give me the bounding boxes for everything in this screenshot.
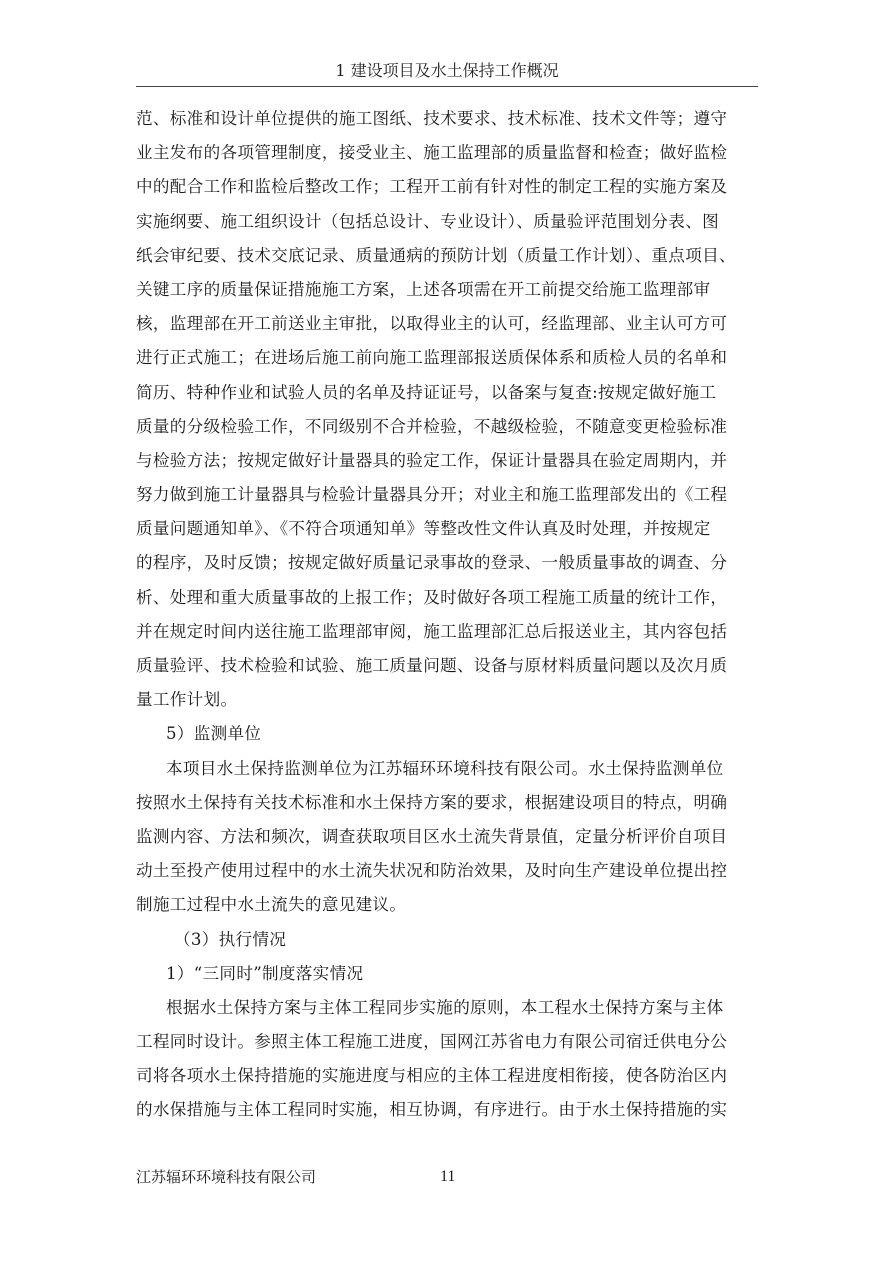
monitor-paragraph-line: 动土至投产使用过程中的水土流失状况和防治效果，及时向生产建设单位提出控	[136, 861, 728, 881]
header-rule	[136, 86, 758, 87]
same-time-paragraph-line: 根据水土保持方案与主体工程同步实施的原则，本工程水土保持方案与主体	[166, 997, 724, 1017]
monitor-paragraph-line: 监测内容、方法和频次，调查获取项目区水土流失背景值，定量分析评价自项目	[136, 826, 728, 846]
body-line: 析、处理和重大质量事故的上报工作；及时做好各项工程施工质量的统计工作，	[136, 587, 728, 607]
document-body	[136, 102, 766, 1128]
body-line: 业主发布的各项管理制度，接受业主、施工监理部的质量监督和检查；做好监检	[136, 143, 728, 163]
footer-company: 江苏辐环环境科技有限公司	[136, 1168, 317, 1186]
body-line: 量工作计划。	[136, 690, 238, 710]
body-line: 简历、特种作业和试验人员的名单及持证证号，以备案与复查:按规定做好施工	[136, 382, 717, 402]
body-line: 中的配合工作和监检后整改工作；工程开工前有针对性的制定工程的实施方案及	[136, 177, 728, 197]
body-line: 质量的分级检验工作，不同级别不合并检验，不越级检验，不随意变更检验标准	[136, 416, 728, 436]
body-line: 并在规定时间内送往施工监理部审阅，施工监理部汇总后报送业主，其内容包括	[136, 621, 728, 641]
body-line: 质量问题通知单》、《不符合项通知单》等整改性文件认真及时处理，并按规定	[136, 519, 711, 539]
body-line: 实施纲要、施工组织设计（包括总设计、专业设计）、质量验评范围划分表、图	[136, 211, 719, 231]
monitor-paragraph-line: 制施工过程中水土流失的意见建议。	[136, 895, 407, 915]
section-heading-same-time: 1）“三同时”制度落实情况	[166, 963, 364, 983]
monitor-paragraph-line: 本项目水土保持监测单位为江苏辐环环境科技有限公司。水土保持监测单位	[166, 758, 724, 778]
body-line: 的程序，及时反馈；按规定做好质量记录事故的登录、一般质量事故的调查、分	[136, 553, 728, 573]
body-line: 质量验评、技术检验和试验、施工质量问题、设备与原材料质量问题以及次月质	[136, 656, 728, 675]
same-time-paragraph-line: 的水保措施与主体工程同时实施，相互协调，有序进行。由于水土保持措施的实	[136, 1100, 728, 1120]
section-heading-monitor: 5）监测单位	[166, 724, 262, 744]
body-line: 进行正式施工；在进场后施工前向施工监理部报送质保体系和质检人员的名单和	[136, 348, 728, 368]
body-line: 关键工序的质量保证措施施工方案，上述各项需在开工前提交给施工监理部审	[136, 279, 711, 299]
header-title: 1 建设项目及水土保持工作概况	[335, 61, 559, 80]
page-number: 11	[440, 1168, 456, 1185]
section-heading-exec: （3）执行情况	[174, 929, 287, 949]
body-line: 努力做到施工计量器具与检验计量器具分开；对业主和施工监理部发出的《工程	[136, 485, 728, 505]
body-line: 纸会审纪要、技术交底记录、质量通病的预防计划（质量工作计划）、重点项目、	[136, 245, 736, 265]
page-header	[136, 58, 758, 84]
body-line: 范、标准和设计单位提供的施工图纸、技术要求、技术标准、技术文件等；遵守	[136, 109, 728, 128]
body-line: 核，监理部在开工前送业主审批，以取得业主的认可，经监理部、业主认可方可	[136, 314, 728, 334]
same-time-paragraph-line: 司将各项水土保持措施的实施进度与相应的主体工程进度相衔接，使各防治区内	[136, 1066, 728, 1086]
monitor-paragraph-line: 按照水土保持有关技术标准和水土保持方案的要求，根据建设项目的特点，明确	[136, 792, 728, 812]
body-line: 与检验方法；按规定做好计量器具的验定工作，保证计量器具在验定周期内，并	[136, 450, 728, 470]
page-footer	[136, 1162, 758, 1192]
same-time-paragraph-line: 工程同时设计。参照主体工程施工进度，国网江苏省电力有限公司宿迁供电分公	[136, 1032, 728, 1052]
